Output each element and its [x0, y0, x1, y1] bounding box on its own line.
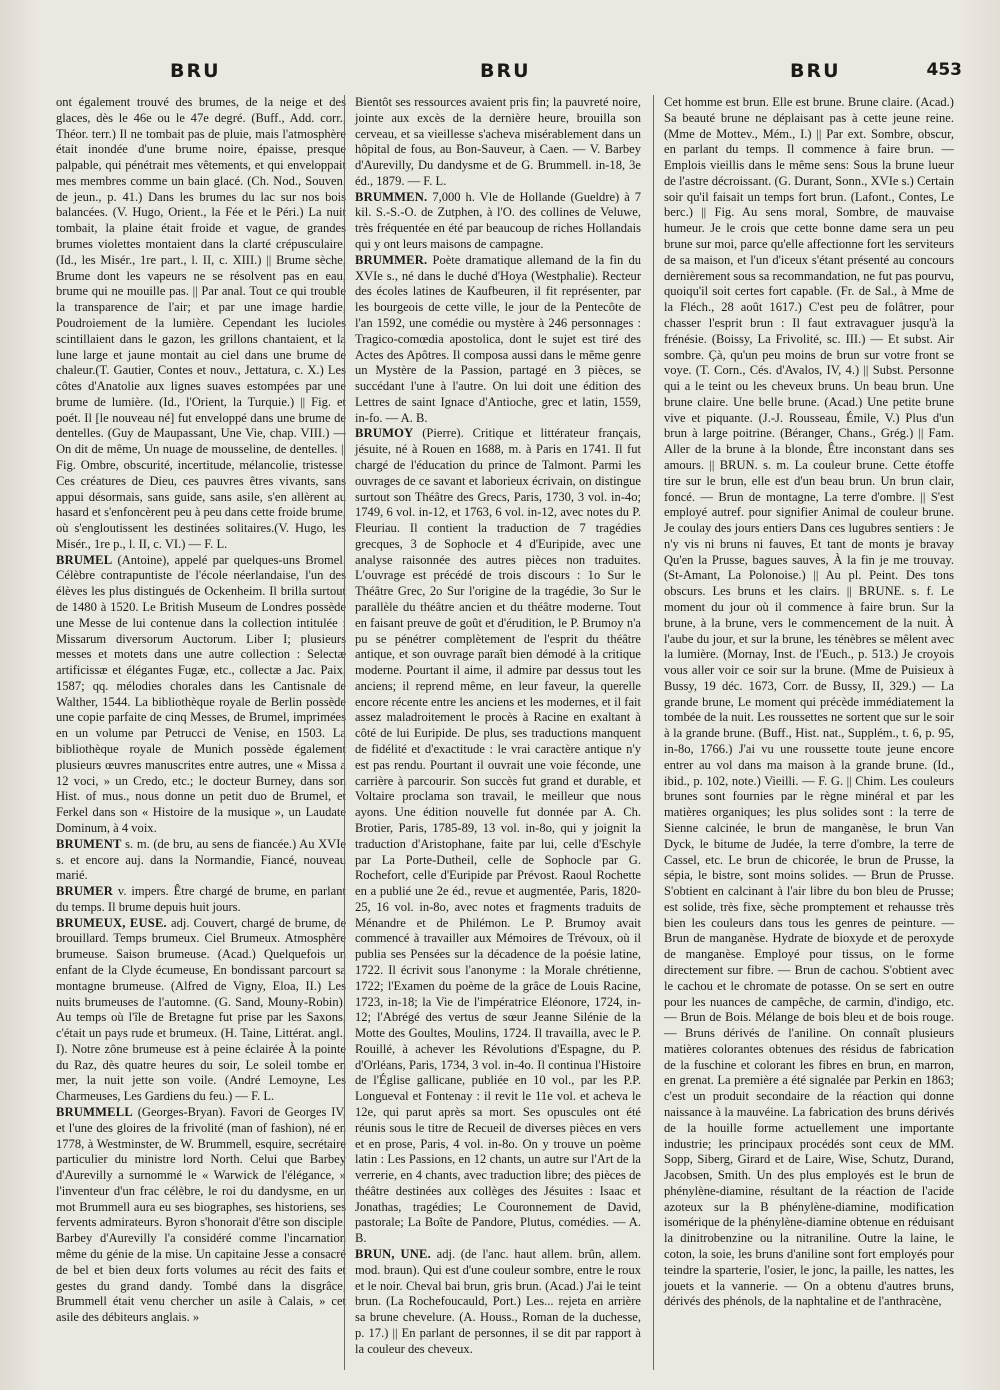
entry-text: Cet homme est brun. Elle est brune. Brune claire. (Acad.) Sa beauté brune ne déplaisant pas à cette jeune reine. (Mme de Mottev., Mém., I.) || Par ext. Sombre, obscur, en parlant du temps. Il commence à faire brun. — Emplois vieillis dans le même sens: Sous la brune lueur de l'astre décroissant. (G. Durant, Sonn., XVIe s.) Certain soir qu'il faisait un temps fort brun. (Lafont., Contes, Le berc.) || Fig. Au sens moral, Sombre, de mauvaise humeur. Je le crois que cette bonne dame sera un peu brune sur moi, parce qu'elle affectionne fort les serviteurs de sa maison, et l'un d'iceux s'étant présenté au concours dernièrement sous sa recommandation, ne fut pas pourvu, quoiqu'il soit certes fort capable. (Fr. de Sal., à Mme de la Fléch., 28 août 1617.) C'est peu de folâtrer, pour chasser l'esprit brun : Il faut extravaguer jusqu'à la frénésie. (Boissy, La Frivolité, sc. III.) — Et subst. Air sombre. Çà, qu'un peu moins de brun sur votre front se voye. (T. Corn., Cés. d'Avalos, IV, 4.) || Subst. Personne qui a le teint ou les cheveux bruns. Un beau brun. Une brune claire. Une belle brune. (Acad.) Une petite brune vive et piquante. (J.-J. Rousseau, Émile, V.) Plus d'un brun à large poitrine. (Béranger, Chans., Grég.) || Fam. Aller de la brune à la blonde, Être inconstant dans ses amours. || BRUN. s. m. La couleur brune. Cette étoffe tire sur le brun, elle est d'un beau brun. Un brun clair, foncé. — Brun de montagne, La terre d'ombre. || S'est employé autref. pour signifier Animal de couleur brune. Je coulay des jours entiers Dans ces lugubres sentiers : Je n'y vis ni bruns ni fauves, Et tant de monts je bravay Qu'en la Prusse, bagues sauves, À la fin je me trouvay. (St-Amant, La Polonoise.) || Au pl. Peint. Des tons obscurs. Les bruns et les clairs. || BRUNE. s. f. Le moment du jour où il commence à faire brun. Sur la brune, à la brune, vers le commencement de la nuit. À l'aube du jour, et sur la brune, les ténèbres se mêlent avec la lumière. (Mornay, Inst. de l'Euch., p. 513.) Je croyois vous aller voir ce soir sur la brune. (Mme de Puisieux à Bussy, 19 déc. 1673, Corr. de Bussy, II, 329.) — La grande brune, Le moment qui précède immédiatement la tombée de la nuit. Les roussettes ne sortent que sur le soir à la grande brune. (Buff., Hist. nat., Supplém., t. 6, p. 95, in-8o, 1766.) J'ai vu une roussette toute jeune encore entrer au vol dans ma maison à la grande brune. (Id., ibid., p. 102, note.) Vieilli. — F. G. || Chim. Les couleurs brunes sont fournies par le règne minéral et par les matières organiques; les plus solides sont : la terre de Sienne calcinée, le brun de manganèse, le brun Van Dyck, le bitume de Judée, la terre d'ombre, la terre de Cassel, etc. Le brun de chicorée, le brun de Prusse, la sépia, le bistre, sont moins solides. — Brun de Prusse. S'obtient en calcinant à l'air libre du bon bleu de Prusse; est solide, très fixe, sèche promptement et rehausse très bien les couleurs dans tous les genres de peinture. — Brun de manganèse. Hydrate de bioxyde et de peroxyde de manganèse. Employé pour tissus, on le forme directement sur fibre. — Brun de cachou. S'obtient avec le cachou et le chromate de potasse. On se sert en outre pour les nuances de campêche, de carmin, d'indigo, etc. — Brun de Bois. Mélange de bois bleu et de bois rouge. — Bruns dérivés de l'aniline. On connaît plusieurs matières colorantes obtenues des résidus de fabrication de la fuschine et colorant les fibres en brun, en marron, en grenat. La première a été signalée par Perkin en 1863; c'est un produit secondaire de la réaction qui donne naissance à la mauvéine. La fabrication des bruns dérivés de la houille forme actuellement une importante industrie; les principaux procédés sont ceux de MM. Sopp, Siberg, Girard et de Laire, Wise, Schutz, Durand, Jacobsen, Smith. Un des plus employés est le brun de phénylène-diamine, résultant de la réaction de l'acide azoteux sur la B phénylène-diamine, modification isomérique de la phénylène-diamine obtenue en réduisant la dinitrobenzine ou la nitraniline. Outre la laine, le coton, la soie, les bruns d'aniline sont fort employés pour teindre la sparterie, l'osier, le jonc, la paille, les nattes, les jouets et la vannerie. — On a obtenu d'autres bruns, dérivés des phénols, de la naphtaline et de l'anthracène, [664, 95, 954, 1309]
dictionary-entry [56, 553, 346, 837]
dictionary-entry [355, 1247, 641, 1357]
page-number: 453 [926, 60, 962, 80]
entry-text: (Antoine), appelé par quelques-uns Bromel. Célèbre contrapuntiste de l'école néerlandaise, l'un des élèves les plus distingués de Ockenheim. Il brilla surtout de 1480 à 1520. Le British Museum de Londres possède une Messe de lui contenue dans la collection intitulée : Missarum diversorum Auctorum. Liber I; plusieurs messes et motets dans une autre collection : Selectæ artificissæ et élégantes Fugæ, etc., collectæ a Jac. Paix, 1587; qq. mélodies chorales dans les Cantisnale de Walther, 1544. La bibliothèque royale de Berlin possède une copie parfaite de cinq Messes, de Brumel, imprimées en un volume par Petrucci de Venise, en 1503. La bibliothèque royale de Munich possède également plusieurs œuvres manuscrites entre autres, une « Missa a 12 voci, » un Credo, etc.; le docteur Burney, dans son Hist. of mus., nous donne un petit duo de Brumel, et Ferkel dans son « Histoire de la musique », un Laudate Dominum, à 4 voix. [56, 552, 346, 835]
dictionary-entry [355, 426, 641, 1247]
dictionary-entry [355, 253, 641, 427]
column-3 [653, 95, 954, 1370]
text-columns [48, 95, 960, 1370]
column-2 [344, 95, 641, 1370]
running-head [0, 60, 1000, 86]
entry-headword: BRUMMEN. [355, 189, 428, 204]
entry-text: v. impers. Être chargé de brume, en parlant du temps. Il brume depuis huit jours. [56, 884, 346, 914]
entry-text: 7,000 h. Vle de Hollande (Gueldre) à 7 kil. S.-S.-O. de Zutphen, à l'O. des collines de Veluwe, très fréquentée en été par beaucoup de riches Hollandais qui y ont leurs maisons de campagne. [355, 189, 641, 252]
running-head-right: BRU [790, 60, 841, 82]
entry-text: adj. Couvert, chargé de brume, de brouillard. Temps brumeux. Ciel Brumeux. Atmosphère brumeuse. Saison brumeuse. (Acad.) Quelquefois un enfant de la Clyde écumeuse, En bondissant parcourt sa montagne brumeuse. (Alfred de Vigny, Eloa, II.) Les nuits brumeuses de l'automne. (G. Sand, Mouny-Robin). Au temps où l'île de Bretagne fut prise par les Saxons, c'était un pays rude et brumeux. (H. Taine, Littérat. angl., I). Notre zône brumeuse est à peine éclairée À la pointe du Raz, dès quatre heures du soir, Le soleil tombe en mer, la nuit jette son voile. (André Lemoyne, Les Charmeuses, Les Gardiens du feu.) — F. L. [56, 915, 346, 1104]
entry-headword: BRUMEL [56, 552, 113, 567]
dictionary-entry [56, 95, 346, 553]
entry-text: ont également trouvé des brumes, de la neige et des glaces, dès le 46e ou le 47e degré. (Buff., Add. corr., Théor. terr.) Il ne tombait pas de pluie, mais l'atmosphère était inondée d'une brume noire, épaisse, presque palpable, qui pénétrait mes vêtements, et qui enveloppait mes membres comme un bain glacé. (Ch. Nod., Souven. de jeun., p. 41.) Dans les brumes du lac sur nos bois balancées. (V. Hugo, Orient., la Fée et le Péri.) La nuit tombait, la plaine était froide et vague, de grandes brumes violettes montaient dans la clarté crépusculaire. (Id., les Misér., 1re part., l. II, c. XIII.) || Brume sèche, Brume dont les vapeurs ne se résolvent pas en eau, brume qui ne mouille pas. || Par anal. Tout ce qui trouble la transparence de l'air; et par une image hardie, Poudroiement de la lumière. Cependant les lucioles scintillaient dans le gazon, les grillons chantaient, et la lune large et jaune montait au ciel dans une brume de chaleur.(T. Gautier, Contes et nouv., Jettatura, c. X.) Les côtes d'Anatolie aux lignes suaves estompées par une brume de lumière. (Id., l'Orient, la Turquie.) || Fig. et poét. Il [le nouveau né] fut enveloppé dans une brume de dentelles. (Guy de Maupassant, Une Vie, chap. VIII.) — On dit de même, Un nuage de mousseline, de dentelles. || Fig. Ombre, obscurité, incertitude, mélancolie, tristesse. Ces créatures de Dieu, ces pauvres êtres vivants, sans appui désormais, sans guide, sans asile, s'en allèrent au hasard et s'enfoncèrent peu à peu dans cette froide brume, où s'engloutissent les destinées solitaires.(V. Hugo, les Misér., 1re p., l. II, c. VI.) — F. L. [56, 95, 346, 551]
entry-text: Bientôt ses ressources avaient pris fin; la pauvreté noire, jointe aux excès de la dernière heure, brouilla son cerveau, et sa vieillesse s'acheva misérablement dans un hôpital de fous, au Bon-Sauveur, à Caen. — V. Barbey d'Aurevilly, Du dandysme et de G. Brummell. in-18, 3e éd., 1879. — F. L. [355, 95, 641, 188]
entry-headword: BRUMEUX, EUSE. [56, 915, 167, 930]
entry-text: s. m. (de bru, au sens de fiancée.) Au XVIe s. et encore auj. dans la Normandie, Fiancé, nouveau marié. [56, 836, 346, 883]
entry-headword: BRUN, UNE. [355, 1247, 431, 1262]
entry-headword: BRUMMER. [355, 252, 428, 267]
dictionary-entry [56, 884, 346, 916]
dictionary-entry [56, 837, 346, 884]
dictionary-entry [56, 1105, 346, 1326]
dictionary-entry [664, 95, 954, 1310]
running-head-center: BRU [480, 60, 531, 82]
running-head-left: BRU [170, 60, 221, 82]
entry-text: (Georges-Bryan). Favori de Georges IV, et l'une des gloires de la frivolité (man of fashion), né en 1778, à Westminster, de W. Brummell, esquire, secrétaire particulier du ministre lord North. Celui que Barbey d'Aurevilly a surnommé le « Warwick de l'élégance, » l'inventeur d'un frac célèbre, le roi du dandysme, en un mot Brummell aura eu ses biographes, ses historiens, ses fervents admirateurs. Byron s'honorait d'être son disciple. Barbey d'Aurevilly l'a considéré comme l'incarnation même du génie de la mise. Un capitaine Jesse a consacré de bel et bien deux forts volumes au récit des faits et gestes du grand dandy. Tombé dans la disgrâce, Brummell était venu chercher un asile à Calais, » cet asile des débiteurs anglais. » [56, 1105, 346, 1325]
entry-headword: BRUMENT [56, 836, 122, 851]
entry-text: adj. (de l'anc. haut allem. brûn, allem. mod. braun). Qui est d'une couleur sombre, entre le roux et le noir. Cheval bai brun, gris brun. (Acad.) J'ai le teint brun. (La Rochefoucauld, Port.) Les... rejeta en arrière sa brune chevelure. (A. Houss., Roman de la duchesse, p. 17.) || En parlant de personnes, il se dit par rapport à la couleur des cheveux. [355, 1247, 641, 1356]
column-1 [56, 95, 346, 1370]
entry-text: (Pierre). Critique et littérateur français, jésuite, né à Rouen en 1688, m. à Paris en 1741. Il fut chargé de l'éducation du prince de Talmont. Parmi les ouvrages de ce savant et laborieux écrivain, on distingue surtout son Théâtre des Grecs, Paris, 1730, 3 vol. in-4o; 1749, 6 vol. in-12, et 1763, 6 vol. in-12, avec notes du P. Fleuriau. Il contient la traduction de 7 tragédies grecques, 3 de Sophocle et 4 d'Euripide, avec une analyse raisonnée des autres pièces non traduites. L'ouvrage est précédé de trois discours : 1o Sur le Théâtre Grec, 2o Sur l'origine de la tragédie, 3o Sur le parallèle du théâtre ancien et du théâtre moderne. Tout en faisant preuve de goût et d'érudition, le P. Brumoy n'a pu se pénétrer complètement de l'esprit du théâtre antique, et son ouvrage paraît bien démodé à la critique moderne. Pourtant il aime, il admire par dessus tout les anciens; il reprend même, en leur faveur, la querelle encore récente entre les anciens et les modernes, et il fait assez maladroitement le procès à Racine en exaltant à côté de lui Euripide. De plus, ses traductions manquent de fidélité et d'exactitude : le vrai caractère antique n'y est pas rendu. Pourtant il ouvrait une voie féconde, une carrière à parcourir. Son succès fut grand et durable, et Voltaire proclama son travail, le meilleur que nous ayons. Une édition nouvelle fut donnée par A. Ch. Brotier, Paris, 1785-89, 13 vol. in-8o, qui y joignit la traduction d'Aristophane, faite par lui, celle d'Eschyle par La Porte-Dutheil, celle de Sophocle par G. Rochefort, celle d'Euripide par Prévost. Raoul Rochette en a publié une 2e éd., revue et augmentée, Paris, 1820-25, 16 vol. in-8o, avec notes et fragments traduits de Ménandre et de Philémon. Le P. Brumoy avait commencé à travailler aux Mémoires de Trévoux, où il publia ses Pensées sur la décadence de la poésie latine, 1722. Il écrivit sous l'anonyme : la Morale chrétienne, 1722; l'Examen du poème de la grâce de Louis Racine, 1723, in-18; la Vie de l'impératrice Eléonore, 1724, in-12; l'Abrégé des vertus de sœur Jeanne Silénie de la Motte des Goultes, Moulins, 1724. Il travailla, avec le P. Rouillé, à achever les Révolutions d'Espagne, du P. d'Orléans, Paris, 1734, 3 vol. in-4o. Il continua l'Histoire de l'Église gallicane, publiée en 10 vol., par les P.P. Longueval et Fontenay : il revit le 11e vol. et acheva le 12e, qui parut après sa mort. Ses opuscules ont été réunis sous le titre de Recueil de diverses pièces en vers et en prose, Paris, 4 vol. in-8o. On y trouve un poème latin : Les Passions, en 12 chants, un autre sur l'Art de la verrerie, en 4 chants, avec traduction libre; des pièces de théâtre destinées aux collèges des Jésuites : Isaac et Jonathas, tragédies; Le Couronnement de David, pastorale; La Boîte de Pandore, Plutus, comédies. — A. B. [355, 426, 641, 1246]
entry-headword: BRUMER [56, 884, 113, 899]
dictionary-entry [56, 916, 346, 1105]
entry-headword: BRUMOY [355, 426, 414, 441]
dictionary-entry [355, 95, 641, 190]
entry-headword: BRUMMELL [56, 1105, 133, 1119]
entry-text: Poète dramatique allemand de la fin du XVIe s., né dans le duché d'Hoya (Westphalie). Recteur des écoles latines de Kaufbeuren, il fit représenter, par les bourgeois de cette ville, le jour de la Pentecôte de l'an 1592, une comédie ou mystère à 246 personnages : Tragico-comœdia apostolica, dont le sujet est tiré des Actes des Apôtres. Il composa aussi dans le même genre un Mystère de la Passion, partagé en 3 pièces, se succédant l'une à l'autre. On lui doit une édition des Lettres de saint Ignace d'Antioche, grec et latin, 1559, in-fo. — A. B. [355, 252, 641, 425]
dictionary-entry [355, 190, 641, 253]
